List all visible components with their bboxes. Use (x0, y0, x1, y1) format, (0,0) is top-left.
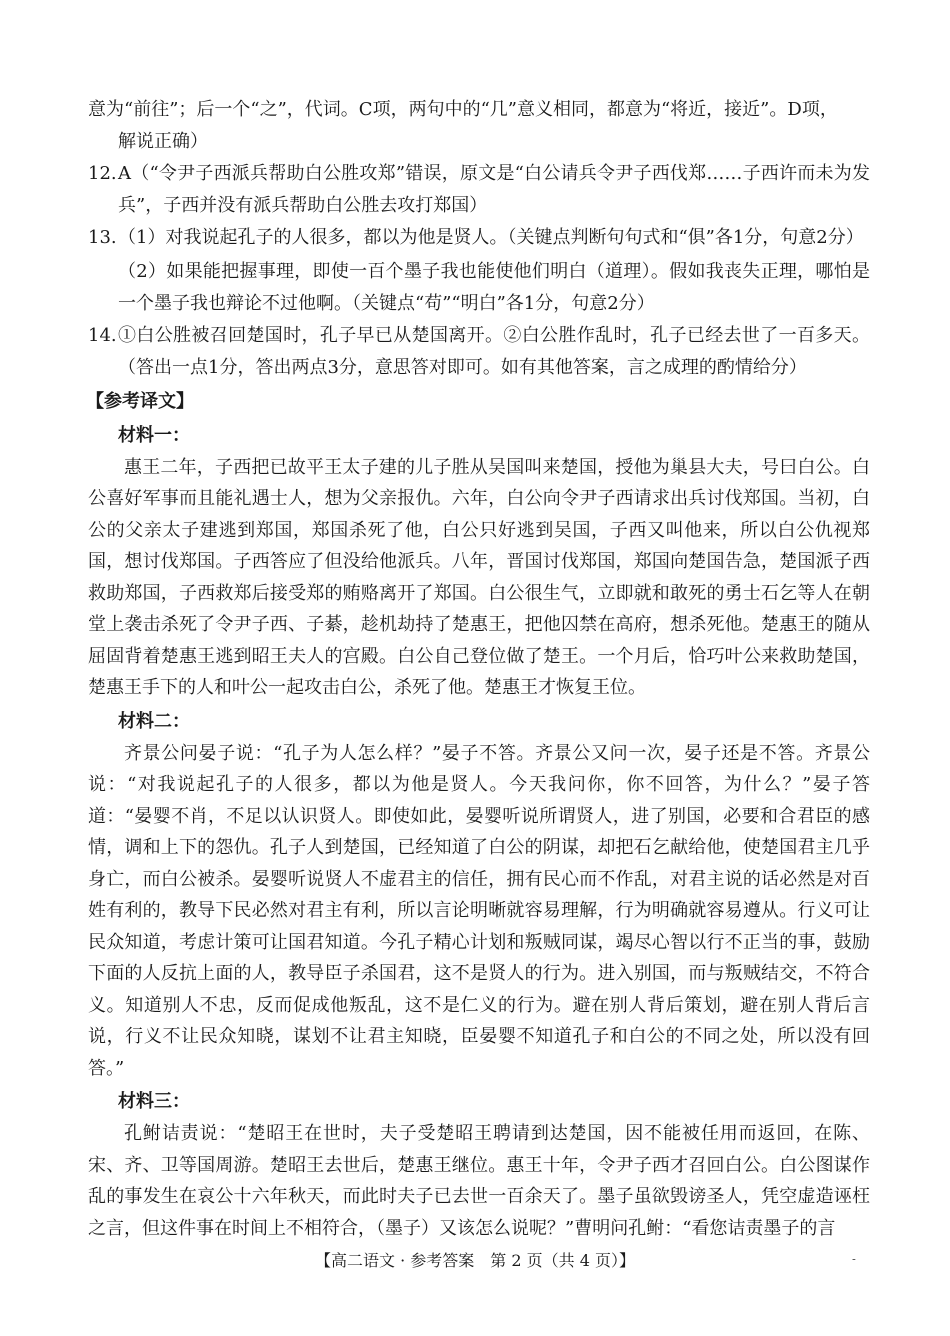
answer-12 (88, 158, 870, 222)
material-3-heading: 材料三： (118, 1091, 190, 1113)
answer-number: 13. (88, 227, 117, 249)
answer-number: 12. (88, 163, 117, 185)
material-3-text: 孔鲋诘责说：“楚昭王在世时，夫子受楚昭王聘请到达楚国，因不能被任用而返回，在陈、宋、齐、卫等国周游。楚昭王去世后，楚惠王继位。惠王十年，令尹子西才召回白公。白公图谋作乱的事发生在哀公十六年秋天，而此时夫子已去世一百余天了。墨子虽欲毁谤圣人，凭空虚造诬枉之言，但这件事在时间上不相符合，（墨子）又该怎么说呢？”曹明问孔鲋：“看您诘责墨子的言 (88, 1123, 870, 1239)
answer-14 (88, 320, 870, 384)
material-1-text: 惠王二年，子西把已故平王太子建的儿子胜从吴国叫来楚国，授他为巢县大夫，号曰白公。白公喜好军事而且能礼遇士人，想为父亲报仇。六年，白公向令尹子西请求出兵讨伐郑国。当初，白公的父亲太子建逃到郑国，郑国杀死了他，白公只好逃到吴国，子西又叫他来，所以白公仇视郑国，想讨伐郑国。子西答应了但没给他派兵。八年，晋国讨伐郑国，郑国向楚国告急，楚国派子西救助郑国，子西救郑后接受郑的贿赂离开了郑国。白公很生气，立即就和敢死的勇士石乞等人在朝堂上袭击杀死了令尹子西、子綦，趁机劫持了楚惠王，把他囚禁在高府，想杀死他。楚惠王的随从屈固背着楚惠王逃到昭王夫人的宫殿。白公自己登位做了楚王。一个月后，恰巧叶公来救助楚国，楚惠王手下的人和叶公一起攻击白公，杀死了他。楚惠王才恢复王位。 (88, 456, 870, 699)
material-1-heading: 材料一： (118, 424, 190, 446)
answer-13 (88, 222, 870, 319)
answer-text: （1）对我说起孔子的人很多，都以为他是贤人。（关键点判断句句式和“俱”各1分，句意2分） (118, 227, 864, 249)
answer-13-part-2: （2）如果能把握事理，即使一百个墨子我也能使他们明白（道理）。假如我丧失正理，哪怕是一个墨子我也辩论不过他啊。（关键点“苟”“明白”各1分，句意2分） (118, 260, 870, 314)
answer-text: A（“令尹子西派兵帮助白公胜攻郑”错误，原文是“白公请兵令尹子西伐郑……子西许而未为发兵”，子西并没有派兵帮助白公胜去攻打郑国） (118, 163, 870, 216)
corner-mark: ˗ (852, 1252, 856, 1266)
answer-number: 14. (88, 325, 117, 347)
answer-13-part-1 (88, 222, 870, 254)
continuation-line-1: 意为“前往”；后一个“之”，代词。C项，两句中的“几”意义相同，都意为“将近，接近”。D项， (88, 99, 838, 120)
material-2-text: 齐景公问晏子说：“孔子为人怎么样？”晏子不答。齐景公又问一次，晏子还是不答。齐景公说：“对我说起孔子的人很多，都以为他是贤人。今天我问你，你不回答，为什么？”晏子答道：“晏婴不肖，不足以认识贤人。即使如此，晏婴听说所谓贤人，进了别国，必要和合君臣的感情，调和上下的怨仇。孔子人到楚国，已经知道了白公的阴谋，却把石乞献给他，使楚国君主几乎身亡，而白公被杀。晏婴听说贤人不虚君主的信任，拥有民心而不作乱，对君主说的话必然是对百姓有利的，教导下民必然对君主有利，所以言论明晰就容易理解，行为明确就容易遵从。行义可让民众知道，考虑计策可让国君知道。今孔子精心计划和叛贼同谋，竭尽心智以行不正当的事，鼓励下面的人反抗上面的人，教导臣子杀国君，这不是贤人的行为。进入别国，而与叛贼结交，不符合义。知道别人不忠，反而促成他叛乱，这不是仁义的行为。避在别人背后策划，避在别人背后言说，行义不让民众知晓，谋划不让君主知晓，臣晏婴不知道孔子和白公的不同之处，所以没有回答。” (88, 742, 870, 1079)
page-footer: 【高二语文 · 参考答案 第 2 页（共 4 页）】 (315, 1251, 635, 1270)
material-2-heading: 材料二： (118, 710, 190, 732)
continuation-line-2: 解说正确） (118, 130, 208, 152)
answer-content (88, 94, 870, 1244)
answer-text: ①白公胜被召回楚国时，孔子早已从楚国离开。②白公胜作乱时，孔子已经去世了一百多天。（答出一点1分，答出两点3分，意思答对即可。如有其他答案，言之成理的酌情给分） (118, 325, 870, 378)
top-continuation (88, 94, 870, 158)
reference-translation-heading: 【参考译文】 (86, 390, 194, 412)
